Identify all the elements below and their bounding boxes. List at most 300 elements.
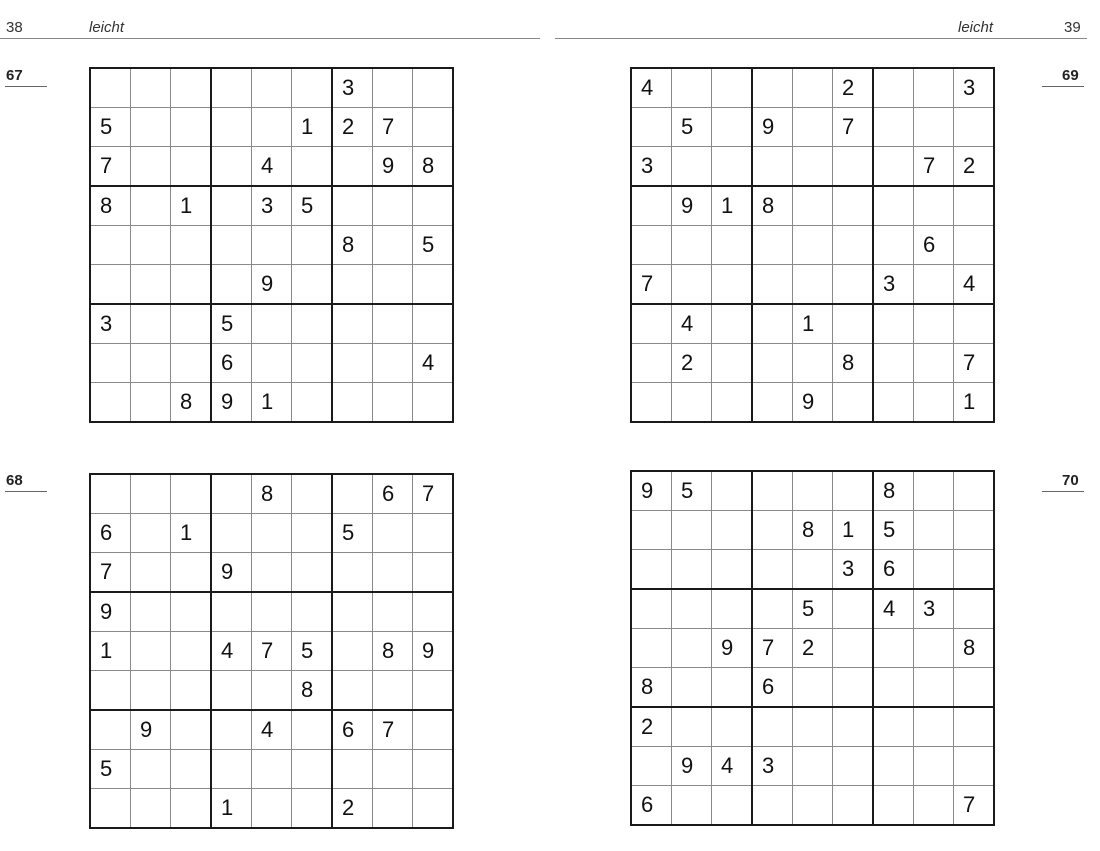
sudoku-cell[interactable] bbox=[873, 629, 914, 668]
sudoku-cell[interactable] bbox=[413, 186, 454, 226]
sudoku-cell[interactable] bbox=[954, 747, 995, 786]
sudoku-cell[interactable] bbox=[171, 750, 212, 789]
sudoku-cell[interactable]: 9 bbox=[793, 383, 833, 423]
sudoku-cell[interactable]: 8 bbox=[752, 186, 793, 226]
sudoku-cell[interactable] bbox=[131, 671, 171, 711]
sudoku-cell[interactable] bbox=[413, 671, 454, 711]
sudoku-cell[interactable] bbox=[793, 68, 833, 108]
sudoku-cell[interactable] bbox=[131, 632, 171, 671]
sudoku-cell[interactable] bbox=[131, 147, 171, 187]
sudoku-cell[interactable] bbox=[954, 511, 995, 550]
sudoku-cell[interactable] bbox=[252, 226, 292, 265]
sudoku-cell[interactable] bbox=[672, 147, 712, 187]
sudoku-cell[interactable] bbox=[332, 344, 373, 383]
sudoku-cell[interactable] bbox=[332, 474, 373, 514]
sudoku-cell[interactable] bbox=[914, 550, 954, 590]
sudoku-cell[interactable] bbox=[131, 383, 171, 423]
sudoku-cell[interactable]: 8 bbox=[332, 226, 373, 265]
sudoku-cell[interactable]: 8 bbox=[954, 629, 995, 668]
sudoku-cell[interactable] bbox=[914, 68, 954, 108]
sudoku-cell[interactable]: 9 bbox=[752, 108, 793, 147]
sudoku-cell[interactable]: 3 bbox=[252, 186, 292, 226]
sudoku-cell[interactable] bbox=[752, 550, 793, 590]
sudoku-cell[interactable] bbox=[211, 671, 252, 711]
sudoku-cell[interactable]: 5 bbox=[211, 304, 252, 344]
sudoku-cell[interactable] bbox=[131, 186, 171, 226]
sudoku-cell[interactable] bbox=[252, 68, 292, 108]
sudoku-cell[interactable]: 9 bbox=[672, 186, 712, 226]
sudoku-cell[interactable]: 6 bbox=[332, 710, 373, 750]
sudoku-cell[interactable] bbox=[752, 147, 793, 187]
sudoku-cell[interactable] bbox=[712, 786, 753, 826]
sudoku-cell[interactable] bbox=[292, 304, 333, 344]
sudoku-cell[interactable] bbox=[914, 747, 954, 786]
sudoku-cell[interactable] bbox=[954, 707, 995, 747]
sudoku-cell[interactable] bbox=[833, 747, 874, 786]
sudoku-cell[interactable] bbox=[373, 671, 413, 711]
sudoku-cell[interactable]: 2 bbox=[954, 147, 995, 187]
sudoku-cell[interactable] bbox=[631, 589, 672, 629]
sudoku-cell[interactable] bbox=[793, 344, 833, 383]
sudoku-cell[interactable] bbox=[373, 304, 413, 344]
sudoku-cell[interactable] bbox=[252, 304, 292, 344]
sudoku-cell[interactable]: 1 bbox=[171, 186, 212, 226]
sudoku-cell[interactable] bbox=[672, 629, 712, 668]
sudoku-cell[interactable] bbox=[252, 592, 292, 632]
sudoku-cell[interactable]: 2 bbox=[631, 707, 672, 747]
sudoku-cell[interactable] bbox=[833, 186, 874, 226]
sudoku-cell[interactable] bbox=[833, 265, 874, 305]
sudoku-cell[interactable] bbox=[413, 108, 454, 147]
sudoku-cell[interactable] bbox=[171, 671, 212, 711]
sudoku-cell[interactable]: 2 bbox=[833, 68, 874, 108]
sudoku-cell[interactable]: 7 bbox=[90, 147, 131, 187]
sudoku-cell[interactable]: 8 bbox=[873, 471, 914, 511]
sudoku-cell[interactable] bbox=[171, 553, 212, 593]
sudoku-cell[interactable] bbox=[332, 671, 373, 711]
sudoku-cell[interactable] bbox=[914, 304, 954, 344]
sudoku-cell[interactable]: 3 bbox=[752, 747, 793, 786]
sudoku-cell[interactable] bbox=[332, 592, 373, 632]
sudoku-cell[interactable] bbox=[90, 68, 131, 108]
sudoku-cell[interactable] bbox=[954, 668, 995, 708]
sudoku-cell[interactable] bbox=[373, 68, 413, 108]
sudoku-cell[interactable] bbox=[873, 108, 914, 147]
sudoku-cell[interactable]: 1 bbox=[252, 383, 292, 423]
sudoku-cell[interactable] bbox=[90, 344, 131, 383]
sudoku-cell[interactable] bbox=[752, 304, 793, 344]
sudoku-cell[interactable] bbox=[793, 786, 833, 826]
sudoku-cell[interactable] bbox=[131, 344, 171, 383]
sudoku-cell[interactable]: 7 bbox=[373, 710, 413, 750]
sudoku-cell[interactable] bbox=[131, 226, 171, 265]
sudoku-cell[interactable] bbox=[211, 265, 252, 305]
sudoku-cell[interactable] bbox=[712, 550, 753, 590]
sudoku-cell[interactable] bbox=[373, 226, 413, 265]
sudoku-cell[interactable]: 1 bbox=[292, 108, 333, 147]
sudoku-cell[interactable] bbox=[211, 514, 252, 553]
sudoku-cell[interactable] bbox=[90, 710, 131, 750]
sudoku-cell[interactable] bbox=[914, 511, 954, 550]
sudoku-cell[interactable] bbox=[131, 789, 171, 829]
sudoku-cell[interactable] bbox=[131, 553, 171, 593]
sudoku-cell[interactable]: 5 bbox=[332, 514, 373, 553]
sudoku-cell[interactable] bbox=[873, 786, 914, 826]
sudoku-cell[interactable] bbox=[413, 710, 454, 750]
sudoku-cell[interactable] bbox=[914, 265, 954, 305]
sudoku-cell[interactable]: 8 bbox=[833, 344, 874, 383]
sudoku-cell[interactable] bbox=[954, 226, 995, 265]
sudoku-cell[interactable] bbox=[373, 344, 413, 383]
sudoku-cell[interactable] bbox=[914, 108, 954, 147]
sudoku-cell[interactable] bbox=[373, 514, 413, 553]
sudoku-cell[interactable] bbox=[90, 789, 131, 829]
sudoku-cell[interactable] bbox=[332, 304, 373, 344]
sudoku-cell[interactable]: 4 bbox=[413, 344, 454, 383]
sudoku-cell[interactable]: 9 bbox=[672, 747, 712, 786]
sudoku-cell[interactable]: 5 bbox=[90, 750, 131, 789]
sudoku-cell[interactable]: 3 bbox=[631, 147, 672, 187]
sudoku-cell[interactable] bbox=[211, 474, 252, 514]
sudoku-cell[interactable] bbox=[752, 786, 793, 826]
sudoku-cell[interactable]: 9 bbox=[631, 471, 672, 511]
sudoku-cell[interactable]: 7 bbox=[914, 147, 954, 187]
sudoku-cell[interactable] bbox=[752, 511, 793, 550]
sudoku-cell[interactable] bbox=[171, 710, 212, 750]
sudoku-cell[interactable]: 1 bbox=[90, 632, 131, 671]
sudoku-cell[interactable] bbox=[171, 789, 212, 829]
sudoku-cell[interactable]: 2 bbox=[332, 108, 373, 147]
sudoku-cell[interactable] bbox=[833, 707, 874, 747]
sudoku-cell[interactable] bbox=[672, 786, 712, 826]
sudoku-cell[interactable]: 8 bbox=[413, 147, 454, 187]
sudoku-cell[interactable] bbox=[413, 265, 454, 305]
sudoku-cell[interactable] bbox=[873, 747, 914, 786]
sudoku-cell[interactable]: 9 bbox=[413, 632, 454, 671]
sudoku-cell[interactable] bbox=[793, 471, 833, 511]
sudoku-cell[interactable] bbox=[833, 668, 874, 708]
sudoku-cell[interactable] bbox=[252, 789, 292, 829]
sudoku-cell[interactable] bbox=[793, 108, 833, 147]
sudoku-cell[interactable] bbox=[413, 383, 454, 423]
sudoku-cell[interactable]: 5 bbox=[413, 226, 454, 265]
sudoku-cell[interactable]: 9 bbox=[373, 147, 413, 187]
sudoku-cell[interactable] bbox=[712, 344, 753, 383]
sudoku-cell[interactable] bbox=[954, 550, 995, 590]
sudoku-cell[interactable]: 4 bbox=[873, 589, 914, 629]
sudoku-cell[interactable] bbox=[292, 553, 333, 593]
sudoku-cell[interactable] bbox=[793, 707, 833, 747]
sudoku-cell[interactable] bbox=[833, 589, 874, 629]
sudoku-cell[interactable] bbox=[171, 265, 212, 305]
sudoku-cell[interactable]: 3 bbox=[90, 304, 131, 344]
sudoku-cell[interactable] bbox=[211, 186, 252, 226]
sudoku-cell[interactable] bbox=[712, 68, 753, 108]
sudoku-cell[interactable] bbox=[292, 592, 333, 632]
sudoku-cell[interactable]: 7 bbox=[413, 474, 454, 514]
sudoku-cell[interactable] bbox=[752, 265, 793, 305]
sudoku-cell[interactable] bbox=[672, 589, 712, 629]
sudoku-cell[interactable] bbox=[373, 789, 413, 829]
sudoku-cell[interactable] bbox=[373, 186, 413, 226]
sudoku-cell[interactable] bbox=[793, 186, 833, 226]
sudoku-cell[interactable]: 8 bbox=[631, 668, 672, 708]
sudoku-cell[interactable] bbox=[914, 707, 954, 747]
sudoku-cell[interactable] bbox=[631, 550, 672, 590]
sudoku-cell[interactable] bbox=[672, 383, 712, 423]
sudoku-cell[interactable] bbox=[211, 68, 252, 108]
sudoku-cell[interactable]: 5 bbox=[90, 108, 131, 147]
sudoku-cell[interactable] bbox=[373, 592, 413, 632]
sudoku-cell[interactable]: 4 bbox=[252, 147, 292, 187]
sudoku-cell[interactable] bbox=[914, 186, 954, 226]
sudoku-cell[interactable] bbox=[914, 471, 954, 511]
sudoku-cell[interactable] bbox=[373, 265, 413, 305]
sudoku-cell[interactable] bbox=[252, 514, 292, 553]
sudoku-cell[interactable] bbox=[712, 304, 753, 344]
sudoku-cell[interactable]: 7 bbox=[954, 786, 995, 826]
sudoku-cell[interactable] bbox=[211, 108, 252, 147]
sudoku-cell[interactable] bbox=[332, 147, 373, 187]
sudoku-cell[interactable] bbox=[332, 265, 373, 305]
sudoku-cell[interactable]: 7 bbox=[833, 108, 874, 147]
sudoku-cell[interactable] bbox=[712, 108, 753, 147]
sudoku-cell[interactable]: 3 bbox=[332, 68, 373, 108]
sudoku-cell[interactable]: 6 bbox=[373, 474, 413, 514]
sudoku-cell[interactable]: 1 bbox=[793, 304, 833, 344]
sudoku-cell[interactable] bbox=[252, 108, 292, 147]
sudoku-cell[interactable] bbox=[252, 553, 292, 593]
sudoku-cell[interactable] bbox=[712, 471, 753, 511]
sudoku-cell[interactable]: 3 bbox=[954, 68, 995, 108]
sudoku-cell[interactable] bbox=[793, 226, 833, 265]
sudoku-cell[interactable] bbox=[672, 226, 712, 265]
sudoku-cell[interactable] bbox=[292, 514, 333, 553]
sudoku-cell[interactable]: 5 bbox=[672, 471, 712, 511]
sudoku-cell[interactable] bbox=[631, 511, 672, 550]
sudoku-cell[interactable] bbox=[712, 265, 753, 305]
sudoku-cell[interactable] bbox=[171, 147, 212, 187]
sudoku-cell[interactable] bbox=[631, 226, 672, 265]
sudoku-cell[interactable]: 7 bbox=[252, 632, 292, 671]
sudoku-cell[interactable] bbox=[252, 750, 292, 789]
sudoku-cell[interactable]: 6 bbox=[90, 514, 131, 553]
sudoku-cell[interactable]: 6 bbox=[631, 786, 672, 826]
sudoku-cell[interactable]: 4 bbox=[252, 710, 292, 750]
sudoku-cell[interactable]: 4 bbox=[954, 265, 995, 305]
sudoku-cell[interactable] bbox=[914, 629, 954, 668]
sudoku-cell[interactable] bbox=[292, 474, 333, 514]
sudoku-cell[interactable]: 1 bbox=[954, 383, 995, 423]
sudoku-cell[interactable] bbox=[292, 383, 333, 423]
sudoku-cell[interactable] bbox=[712, 226, 753, 265]
sudoku-cell[interactable] bbox=[873, 304, 914, 344]
sudoku-cell[interactable] bbox=[211, 710, 252, 750]
sudoku-cell[interactable] bbox=[332, 186, 373, 226]
sudoku-cell[interactable]: 7 bbox=[631, 265, 672, 305]
sudoku-cell[interactable]: 5 bbox=[793, 589, 833, 629]
sudoku-cell[interactable] bbox=[631, 629, 672, 668]
sudoku-cell[interactable] bbox=[752, 344, 793, 383]
sudoku-cell[interactable] bbox=[413, 592, 454, 632]
sudoku-cell[interactable] bbox=[252, 344, 292, 383]
sudoku-cell[interactable] bbox=[332, 632, 373, 671]
sudoku-cell[interactable] bbox=[292, 147, 333, 187]
sudoku-cell[interactable] bbox=[712, 383, 753, 423]
sudoku-cell[interactable] bbox=[873, 68, 914, 108]
sudoku-cell[interactable] bbox=[131, 592, 171, 632]
sudoku-cell[interactable] bbox=[413, 750, 454, 789]
sudoku-cell[interactable] bbox=[712, 668, 753, 708]
sudoku-cell[interactable]: 1 bbox=[712, 186, 753, 226]
sudoku-cell[interactable] bbox=[131, 108, 171, 147]
sudoku-cell[interactable] bbox=[833, 304, 874, 344]
sudoku-cell[interactable] bbox=[90, 226, 131, 265]
sudoku-cell[interactable] bbox=[131, 474, 171, 514]
sudoku-cell[interactable] bbox=[211, 147, 252, 187]
sudoku-cell[interactable] bbox=[793, 147, 833, 187]
sudoku-cell[interactable] bbox=[752, 68, 793, 108]
sudoku-cell[interactable] bbox=[914, 344, 954, 383]
sudoku-cell[interactable] bbox=[292, 750, 333, 789]
sudoku-cell[interactable] bbox=[332, 750, 373, 789]
sudoku-cell[interactable] bbox=[131, 265, 171, 305]
sudoku-cell[interactable]: 7 bbox=[373, 108, 413, 147]
sudoku-cell[interactable]: 5 bbox=[292, 186, 333, 226]
sudoku-cell[interactable] bbox=[131, 304, 171, 344]
sudoku-cell[interactable] bbox=[954, 304, 995, 344]
sudoku-cell[interactable] bbox=[131, 514, 171, 553]
sudoku-cell[interactable] bbox=[171, 108, 212, 147]
sudoku-cell[interactable]: 8 bbox=[373, 632, 413, 671]
sudoku-cell[interactable]: 1 bbox=[833, 511, 874, 550]
sudoku-cell[interactable]: 5 bbox=[672, 108, 712, 147]
sudoku-cell[interactable] bbox=[413, 304, 454, 344]
sudoku-cell[interactable]: 9 bbox=[90, 592, 131, 632]
sudoku-cell[interactable] bbox=[672, 511, 712, 550]
sudoku-cell[interactable] bbox=[90, 474, 131, 514]
sudoku-cell[interactable] bbox=[171, 304, 212, 344]
sudoku-cell[interactable]: 8 bbox=[252, 474, 292, 514]
sudoku-cell[interactable] bbox=[171, 344, 212, 383]
sudoku-cell[interactable] bbox=[833, 471, 874, 511]
sudoku-cell[interactable] bbox=[631, 383, 672, 423]
sudoku-cell[interactable] bbox=[672, 68, 712, 108]
sudoku-cell[interactable] bbox=[171, 632, 212, 671]
sudoku-cell[interactable]: 2 bbox=[672, 344, 712, 383]
sudoku-cell[interactable]: 5 bbox=[873, 511, 914, 550]
sudoku-cell[interactable] bbox=[833, 629, 874, 668]
sudoku-cell[interactable] bbox=[793, 550, 833, 590]
sudoku-cell[interactable] bbox=[131, 750, 171, 789]
sudoku-cell[interactable] bbox=[914, 786, 954, 826]
sudoku-cell[interactable] bbox=[712, 589, 753, 629]
sudoku-cell[interactable]: 8 bbox=[90, 186, 131, 226]
sudoku-cell[interactable] bbox=[631, 747, 672, 786]
sudoku-cell[interactable] bbox=[873, 668, 914, 708]
sudoku-cell[interactable] bbox=[90, 671, 131, 711]
sudoku-cell[interactable]: 4 bbox=[211, 632, 252, 671]
sudoku-cell[interactable] bbox=[672, 707, 712, 747]
sudoku-cell[interactable]: 3 bbox=[914, 589, 954, 629]
sudoku-cell[interactable]: 9 bbox=[131, 710, 171, 750]
sudoku-cell[interactable]: 7 bbox=[752, 629, 793, 668]
sudoku-cell[interactable]: 9 bbox=[252, 265, 292, 305]
sudoku-cell[interactable] bbox=[90, 265, 131, 305]
sudoku-cell[interactable]: 2 bbox=[793, 629, 833, 668]
sudoku-cell[interactable] bbox=[413, 68, 454, 108]
sudoku-cell[interactable] bbox=[413, 789, 454, 829]
sudoku-cell[interactable] bbox=[211, 226, 252, 265]
sudoku-cell[interactable] bbox=[292, 68, 333, 108]
sudoku-cell[interactable] bbox=[833, 786, 874, 826]
sudoku-cell[interactable] bbox=[631, 108, 672, 147]
sudoku-cell[interactable]: 3 bbox=[833, 550, 874, 590]
sudoku-cell[interactable]: 6 bbox=[211, 344, 252, 383]
sudoku-cell[interactable] bbox=[793, 668, 833, 708]
sudoku-cell[interactable] bbox=[672, 668, 712, 708]
sudoku-cell[interactable] bbox=[752, 471, 793, 511]
sudoku-cell[interactable] bbox=[631, 304, 672, 344]
sudoku-cell[interactable] bbox=[712, 707, 753, 747]
sudoku-cell[interactable]: 6 bbox=[752, 668, 793, 708]
sudoku-cell[interactable] bbox=[252, 671, 292, 711]
sudoku-cell[interactable] bbox=[752, 383, 793, 423]
sudoku-cell[interactable] bbox=[914, 383, 954, 423]
sudoku-cell[interactable] bbox=[373, 383, 413, 423]
sudoku-cell[interactable] bbox=[332, 383, 373, 423]
sudoku-cell[interactable]: 7 bbox=[90, 553, 131, 593]
sudoku-cell[interactable] bbox=[373, 750, 413, 789]
sudoku-cell[interactable]: 1 bbox=[211, 789, 252, 829]
sudoku-cell[interactable] bbox=[211, 592, 252, 632]
sudoku-cell[interactable] bbox=[873, 707, 914, 747]
sudoku-cell[interactable] bbox=[332, 553, 373, 593]
sudoku-cell[interactable] bbox=[752, 226, 793, 265]
sudoku-cell[interactable] bbox=[211, 750, 252, 789]
sudoku-cell[interactable]: 9 bbox=[211, 553, 252, 593]
sudoku-cell[interactable] bbox=[954, 186, 995, 226]
sudoku-cell[interactable] bbox=[131, 68, 171, 108]
sudoku-cell[interactable]: 7 bbox=[954, 344, 995, 383]
sudoku-cell[interactable]: 4 bbox=[712, 747, 753, 786]
sudoku-cell[interactable] bbox=[90, 383, 131, 423]
sudoku-cell[interactable] bbox=[873, 226, 914, 265]
sudoku-cell[interactable] bbox=[292, 344, 333, 383]
sudoku-cell[interactable] bbox=[672, 265, 712, 305]
sudoku-cell[interactable] bbox=[292, 710, 333, 750]
sudoku-cell[interactable] bbox=[672, 550, 712, 590]
sudoku-cell[interactable] bbox=[873, 147, 914, 187]
sudoku-cell[interactable] bbox=[373, 553, 413, 593]
sudoku-cell[interactable] bbox=[793, 265, 833, 305]
sudoku-cell[interactable] bbox=[873, 344, 914, 383]
sudoku-cell[interactable]: 9 bbox=[211, 383, 252, 423]
sudoku-cell[interactable] bbox=[954, 108, 995, 147]
sudoku-cell[interactable]: 4 bbox=[672, 304, 712, 344]
sudoku-cell[interactable] bbox=[752, 589, 793, 629]
sudoku-cell[interactable]: 1 bbox=[171, 514, 212, 553]
sudoku-cell[interactable]: 8 bbox=[171, 383, 212, 423]
sudoku-cell[interactable] bbox=[631, 186, 672, 226]
sudoku-cell[interactable]: 6 bbox=[914, 226, 954, 265]
sudoku-cell[interactable] bbox=[712, 511, 753, 550]
sudoku-cell[interactable] bbox=[833, 147, 874, 187]
sudoku-cell[interactable] bbox=[171, 226, 212, 265]
sudoku-cell[interactable] bbox=[292, 226, 333, 265]
sudoku-cell[interactable]: 3 bbox=[873, 265, 914, 305]
sudoku-cell[interactable] bbox=[712, 147, 753, 187]
